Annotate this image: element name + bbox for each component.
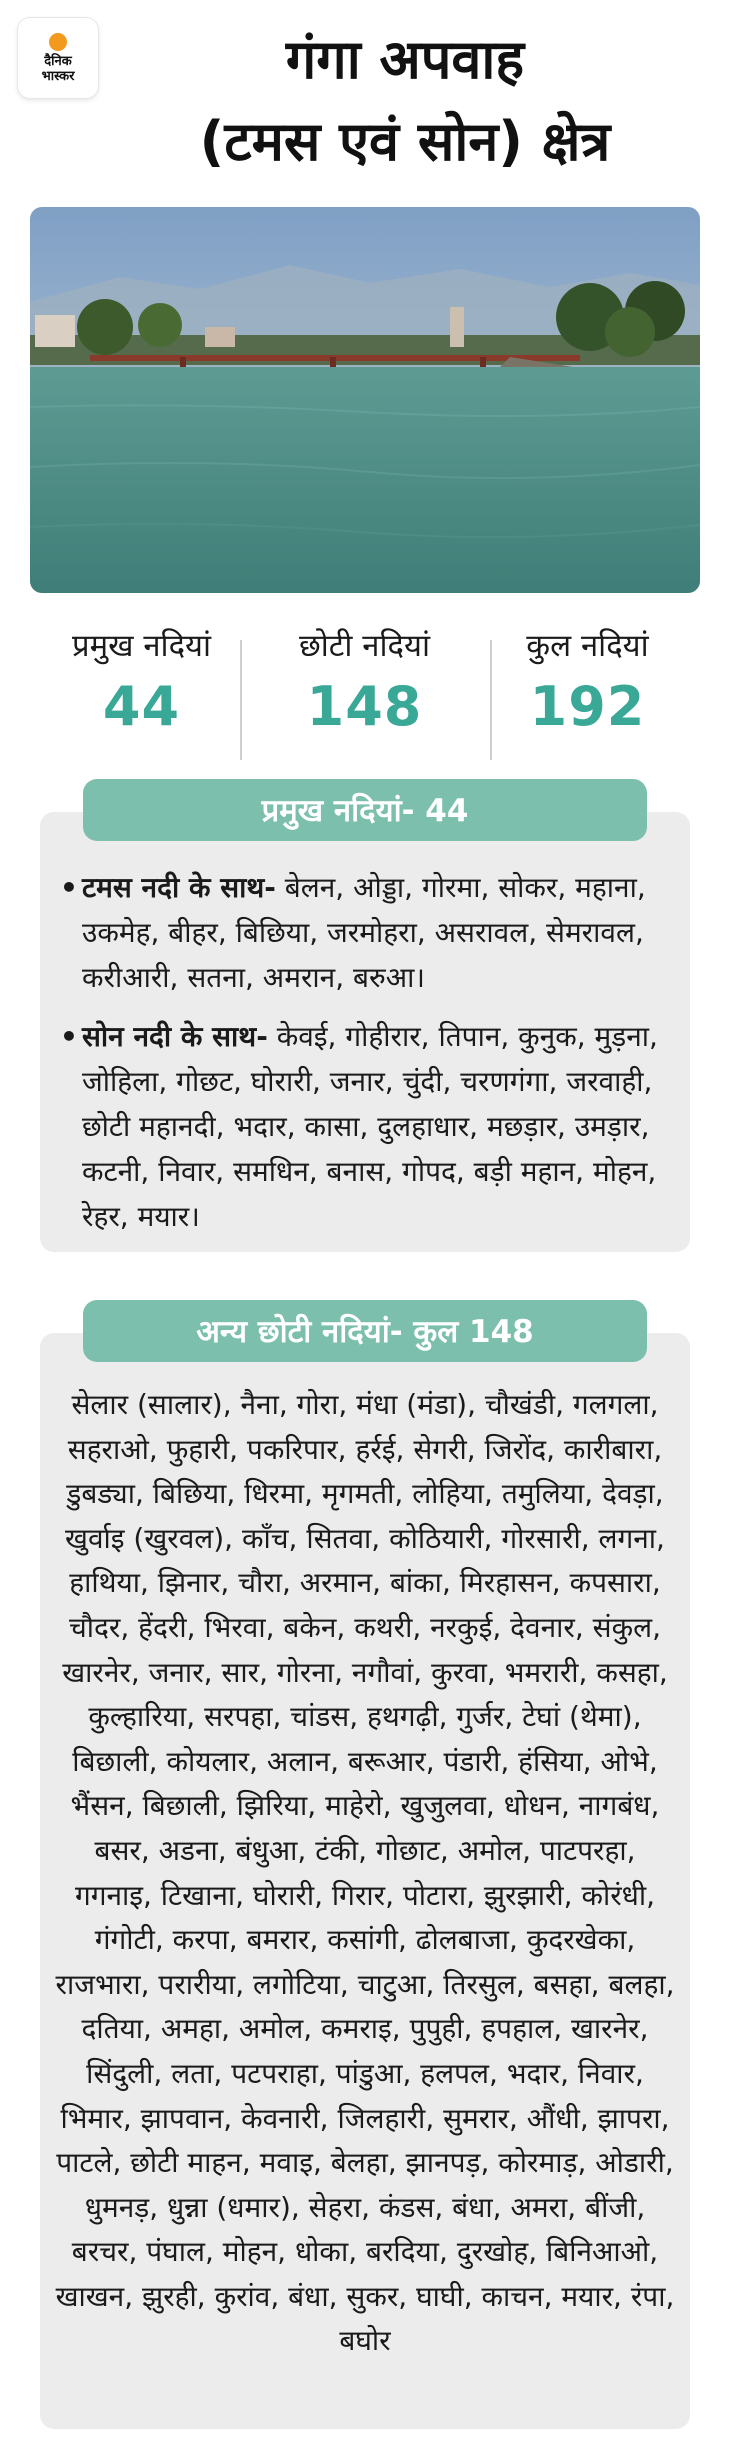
son-list: केवई, गोहीरार, तिपान, कुनुक, मुड़ना, जोहिला, गोछट, घोरारी, जनार, चुंदी, चरणगंगा, जरवाही, छोटी महानदी, भदार, कासा, दुलहाधार, मछड़ार, उमड़ार, कटनी, निवार, समधिन, बनास, गोपद, बड़ी महान, मोहन, रेहर, मयार। (82, 1020, 658, 1233)
page-title-line-1: गंगा अपवाह (285, 28, 525, 91)
stat-value: 192 (529, 675, 646, 738)
tamas-rivers (60, 865, 680, 1000)
sun-icon (49, 33, 67, 51)
son-label: सोन नदी के साथ- (82, 1020, 268, 1053)
river-photo (30, 207, 700, 593)
minor-rivers-heading: अन्य छोटी नदियां- कुल 148 (83, 1300, 647, 1362)
stat-total (476, 625, 699, 747)
stats-row (30, 625, 700, 765)
brand-logo (18, 18, 98, 98)
stat-label: कुल नदियां (526, 628, 649, 664)
page-title-line-2: (टमस एवं सोन) क्षेत्र (199, 110, 611, 173)
brand-line-2: भास्कर (41, 68, 75, 84)
stat-minor (253, 625, 476, 747)
stat-major (30, 625, 253, 747)
son-rivers (60, 1014, 680, 1239)
major-rivers-text (60, 865, 680, 1253)
minor-rivers-list: सेलार (सालार), नैना, गोरा, मंधा (मंडा), चौखंडी, गलगला, सहराओ, फुहारी, पकरिपार, हर्रई, सेगरी, जिरोंद, कारीबारा, डुबड्या, बिछिया, धिरमा, मृगमती, लोहिया, तमुलिया, देवड़ा, खुर्वाइ (खुरवल), काँच, सितवा, कोठियारी, गोरसारी, लगना, हाथिया, झिनार, चौरा, अरमान, बांका, मिरहासन, कपसारा, चौदर, हेंदरी, भिरवा, बकेन, कथरी, नरकुई, देवनार, संकुल, खारनेर, जनार, सार, गोरना, नगौवां, कुरवा, भमरारी, कसहा, कुल्हारिया, सरपहा, चांडस, हथगढ़ी, गुर्जर, टेघां (थेमा), बिछाली, कोयलार, अलान, बरूआर, पंडारी, हंसिया, ओभे, भैंसन, बिछाली, झिरिया, माहेरो, खुजुलवा, धोधन, नागबंध, बसर, अडना, बंधुआ, टंकी, गोछाट, अमोल, पाटपरहा, गगनाइ, टिखाना, घोरारी, गिरार, पोटारा, झुरझारी, कोरंधी, गंगोटी, करपा, बमरार, कसांगी, ढोलबाजा, कुदरखेका, राजभारा, परारीया, लगोटिया, चाटुआ, तिरसुल, बसहा, बलहा, दतिया, अमहा, अमोल, कमराइ, पुपुही, हपहाल, खारनेर, सिंदुली, लता, पटपराहा, पांडुआ, हलपल, भदार, निवार, भिमार, झापवान, केवनारी, जिलहारी, सुमरार, औंधी, झापरा, पाटले, छोटी माहन, मवाइ, बेलहा, झानपड़, कोरमाड़, ओडारी, धुमनड़, धुन्ना (धमार), सेहरा, कंडस, बंधा, अमरा, बींजी, बरचर, पंघाल, मोहन, धोका, बरदिया, दुरखोह, बिनिआओ, खाखन, झुरही, कुरांव, बंधा, सुकर, घाघी, काचन, मयार, रंपा, बघोर (55, 1388, 675, 2358)
tamas-list: बेलन, ओड्डा, गोरमा, सोकर, महाना, उकमेह, बीहर, बिछिया, जरमोहरा, असरावल, सेमरावल, करीआरी, सतना, अमरान, बरुआ। (82, 871, 646, 994)
stat-label: प्रमुख नदियां (71, 628, 212, 664)
stat-divider (240, 640, 242, 760)
stat-value: 148 (306, 675, 423, 738)
stat-label: छोटी नदियां (299, 628, 430, 664)
tamas-label: टमस नदी के साथ- (82, 871, 276, 904)
major-rivers-heading: प्रमुख नदियां- 44 (83, 779, 647, 841)
stat-value: 44 (102, 675, 181, 738)
brand-line-1: दैनिक (44, 53, 72, 69)
